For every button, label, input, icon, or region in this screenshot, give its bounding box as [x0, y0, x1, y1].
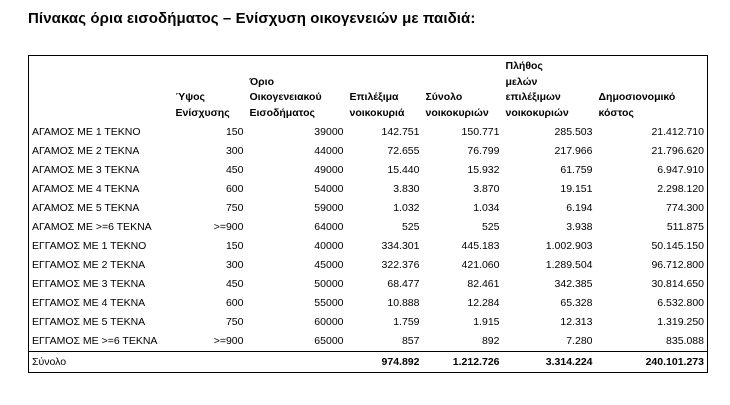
cell-value: 45000 — [314, 259, 344, 271]
total-row — [29, 352, 708, 373]
income-limits-table — [28, 55, 708, 373]
cell-value: 50.145.150 — [651, 240, 704, 252]
cell-value: 15.440 — [387, 164, 420, 176]
row-label: ΕΓΓΑΜΟΣ ΜΕ 1 ΤΕΚΝΟ — [32, 240, 147, 252]
cell-value: 12.284 — [467, 297, 500, 309]
cell-value: 285.503 — [554, 126, 593, 138]
cell-value: 525 — [481, 221, 500, 233]
cell-value: 30.814.650 — [651, 278, 704, 290]
cell-value: 76.799 — [467, 145, 500, 157]
total-value: 240.101.273 — [596, 352, 708, 373]
total-value: 974.892 — [347, 352, 423, 373]
row-label: ΕΓΓΑΜΟΣ ΜΕ 4 ΤΕΚΝΑ — [32, 297, 146, 309]
cell-value: 511.875 — [666, 221, 704, 233]
cell-value: 3.870 — [473, 183, 500, 195]
cell-value: 142.751 — [381, 126, 420, 138]
cell-value: 300 — [225, 259, 244, 271]
cell-value: 3.830 — [393, 183, 420, 195]
cell-value: 1.034 — [473, 202, 500, 214]
row-label: ΕΓΓΑΜΟΣ ΜΕ 5 ΤΕΚΝΑ — [32, 316, 146, 328]
table-row — [29, 275, 708, 294]
cell-value: 72.655 — [387, 145, 420, 157]
cell-value: 450 — [225, 164, 244, 176]
cell-value: 2.298.120 — [657, 183, 704, 195]
table-body — [29, 123, 708, 352]
cell-value: 1.002.903 — [545, 240, 593, 252]
cell-value: 774.300 — [666, 202, 704, 214]
cell-value: 65.328 — [560, 297, 593, 309]
row-label: ΑΓΑΜΟΣ ΜΕ 2 ΤΕΚΝΑ — [32, 145, 140, 157]
cell-value: 44000 — [314, 145, 344, 157]
cell-value: 750 — [225, 316, 244, 328]
cell-value: 1.032 — [393, 202, 420, 214]
cell-value: 300 — [225, 145, 244, 157]
cell-value: 59000 — [314, 202, 344, 214]
row-label: ΑΓΑΜΟΣ ΜΕ 4 ΤΕΚΝΑ — [32, 183, 140, 195]
table-row — [29, 161, 708, 180]
table-row — [29, 123, 708, 142]
table-row — [29, 313, 708, 332]
table-row — [29, 237, 708, 256]
table-row — [29, 332, 708, 352]
column-header: Ύψος Ενίσχυσης — [175, 91, 230, 119]
cell-value: >=900 — [213, 221, 244, 233]
cell-value: 65000 — [314, 335, 344, 347]
cell-value: 322.376 — [381, 259, 420, 271]
table-row — [29, 199, 708, 218]
table-row — [29, 142, 708, 161]
cell-value: 600 — [225, 183, 244, 195]
row-label: ΑΓΑΜΟΣ ΜΕ >=6 ΤΕΚΝΑ — [32, 221, 152, 233]
table-row — [29, 218, 708, 237]
cell-value: 1.915 — [473, 316, 500, 328]
table-row — [29, 294, 708, 313]
cell-value: 835.088 — [666, 335, 704, 347]
column-header: Δημοσιονομικό κόστος — [598, 91, 676, 119]
total-value — [247, 352, 347, 373]
cell-value: 6.532.800 — [657, 297, 704, 309]
cell-value: 6.947.910 — [657, 164, 704, 176]
cell-value: >=900 — [213, 335, 244, 347]
cell-value: 82.461 — [467, 278, 500, 290]
cell-value: 15.932 — [467, 164, 500, 176]
cell-value: 1.289.504 — [545, 259, 593, 271]
row-label: ΕΓΓΑΜΟΣ ΜΕ 3 ΤΕΚΝΑ — [32, 278, 146, 290]
cell-value: 600 — [225, 297, 244, 309]
cell-value: 40000 — [314, 240, 344, 252]
column-header: Σύνολο νοικοκυριών — [425, 91, 489, 119]
cell-value: 445.183 — [461, 240, 500, 252]
cell-value: 21.796.620 — [651, 145, 704, 157]
cell-value: 857 — [401, 335, 420, 347]
cell-value: 3.938 — [566, 221, 593, 233]
column-header — [29, 56, 173, 124]
table-header — [29, 56, 708, 124]
cell-value: 19.151 — [560, 183, 593, 195]
cell-value: 525 — [401, 221, 420, 233]
cell-value: 892 — [481, 335, 500, 347]
cell-value: 6.194 — [566, 202, 593, 214]
row-label: ΕΓΓΑΜΟΣ ΜΕ 2 ΤΕΚΝΑ — [32, 259, 146, 271]
cell-value: 64000 — [314, 221, 344, 233]
cell-value: 49000 — [314, 164, 344, 176]
cell-value: 150 — [225, 240, 244, 252]
cell-value: 68.477 — [387, 278, 420, 290]
cell-value: 150.771 — [461, 126, 500, 138]
cell-value: 10.888 — [387, 297, 420, 309]
header-row — [29, 56, 708, 124]
cell-value: 7.280 — [566, 335, 593, 347]
cell-value: 421.060 — [461, 259, 500, 271]
cell-value: 21.412.710 — [651, 126, 704, 138]
column-header: Πλήθος μελών επιλέξιμων νοικοκυριών — [505, 60, 569, 119]
cell-value: 150 — [225, 126, 244, 138]
cell-value: 750 — [225, 202, 244, 214]
cell-value: 50000 — [314, 278, 344, 290]
table-row — [29, 256, 708, 275]
row-label: ΑΓΑΜΟΣ ΜΕ 1 ΤΕΚΝΟ — [32, 126, 141, 138]
total-value: 1.212.726 — [423, 352, 503, 373]
page-title: Πίνακας όρια εισοδήματος – Ενίσχυση οικογενειών με παιδιά: — [28, 10, 476, 27]
table-row — [29, 180, 708, 199]
cell-value: 12.313 — [560, 316, 593, 328]
column-header: Όριο Οικογενειακού Εισοδήματος — [249, 75, 322, 119]
cell-value: 54000 — [314, 183, 344, 195]
cell-value: 39000 — [314, 126, 344, 138]
table-footer — [29, 352, 708, 373]
total-label: Σύνολο — [29, 352, 173, 373]
cell-value: 1.319.250 — [657, 316, 704, 328]
cell-value: 96.712.800 — [651, 259, 704, 271]
row-label: ΕΓΓΑΜΟΣ ΜΕ >=6 ΤΕΚΝΑ — [32, 335, 158, 347]
cell-value: 60000 — [314, 316, 344, 328]
row-label: ΑΓΑΜΟΣ ΜΕ 5 ΤΕΚΝΑ — [32, 202, 140, 214]
cell-value: 450 — [225, 278, 244, 290]
cell-value: 55000 — [314, 297, 344, 309]
cell-value: 1.759 — [393, 316, 420, 328]
cell-value: 334.301 — [381, 240, 420, 252]
total-value — [173, 352, 247, 373]
column-header: Επιλέξιμα νοικοκυριά — [349, 91, 405, 119]
row-label: ΑΓΑΜΟΣ ΜΕ 3 ΤΕΚΝΑ — [32, 164, 140, 176]
cell-value: 61.759 — [560, 164, 593, 176]
cell-value: 217.966 — [554, 145, 593, 157]
total-value: 3.314.224 — [503, 352, 596, 373]
cell-value: 342.385 — [554, 278, 593, 290]
